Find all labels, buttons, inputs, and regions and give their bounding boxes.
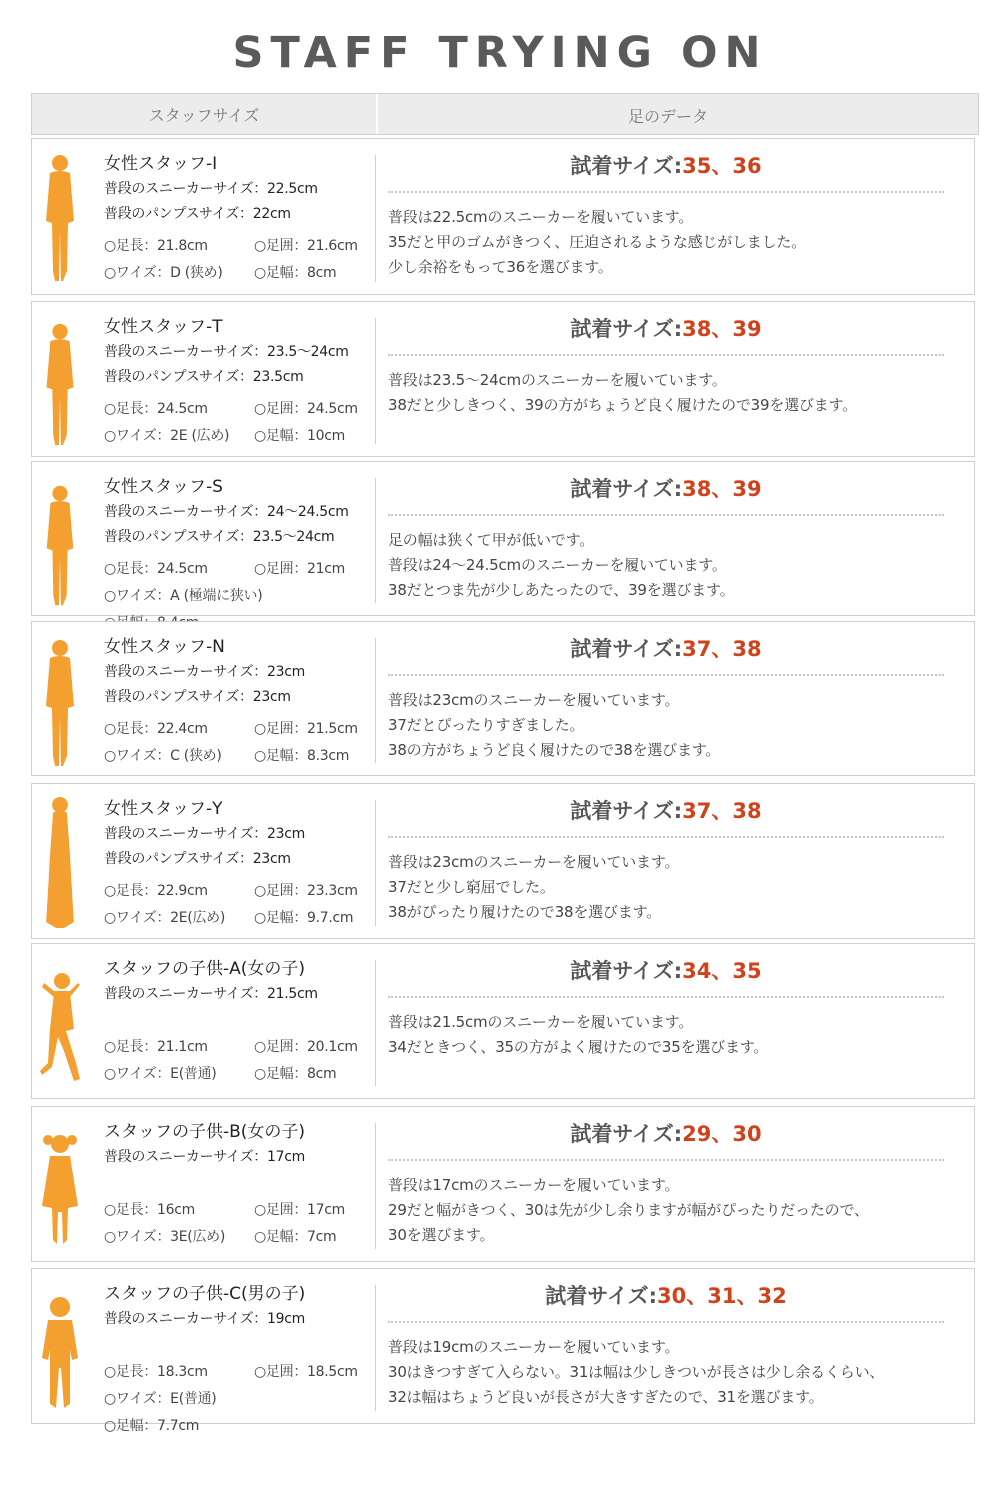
fitting-size-label: 試着サイズ:: [570, 959, 683, 983]
staff-card: [31, 461, 975, 616]
measurement-row: [104, 1386, 379, 1413]
staff-info: [104, 632, 379, 770]
usual-size: 普段のパンプスサイズ：22cm: [104, 206, 291, 222]
measurement-row: [104, 1197, 379, 1224]
staff-info: [104, 472, 379, 637]
staff-card: [31, 1268, 975, 1434]
staff-info: [104, 794, 379, 932]
foot-data: [388, 794, 944, 925]
comment-line: 足の幅は狭くて甲が低いです。: [388, 531, 595, 549]
foot-data: [388, 149, 944, 280]
fitting-size: [388, 1279, 944, 1313]
staff-info: [104, 312, 379, 450]
column-divider: [375, 318, 376, 444]
measurement-row: [104, 423, 379, 450]
measurement: ○足囲：20.1cm: [254, 1039, 358, 1055]
fitting-size-label: 試着サイズ:: [570, 477, 683, 501]
little-girl-silhouette-icon: [40, 1127, 80, 1249]
measurement: ○足長：22.9cm: [104, 883, 208, 899]
measurement: ○ワイズ：2E(広め): [104, 910, 226, 926]
measurement: ○足長：16cm: [104, 1202, 195, 1218]
woman-silhouette-icon: [40, 320, 80, 450]
dotted-divider: [388, 191, 944, 193]
measurement-row: [104, 716, 379, 743]
comment-line: 38だとつま先が少しあたったので、39を選びます。: [388, 581, 735, 599]
comment-line: 38だと少しきつく、39の方がちょうど良く履けたので39を選びます。: [388, 396, 857, 414]
woman-silhouette-icon: [40, 482, 80, 610]
fitting-size: [388, 312, 944, 346]
foot-data: [388, 1279, 944, 1410]
staff-info: [104, 1117, 379, 1251]
foot-data: [388, 632, 944, 763]
measurement: ○足長：18.3cm: [104, 1364, 208, 1380]
comment-line: 35だと甲のゴムがきつく、圧迫されるような感じがしました。: [388, 233, 806, 251]
staff-card: [31, 138, 975, 295]
usual-size: 普段のパンプスサイズ：23.5cm: [104, 369, 304, 385]
measurement: ○足幅：8cm: [254, 265, 337, 281]
foot-data: [388, 472, 944, 603]
dotted-divider: [388, 354, 944, 356]
column-divider: [375, 478, 376, 603]
boy-silhouette-icon: [40, 1291, 80, 1413]
header-foot-data: 足のデータ: [627, 107, 708, 126]
staff-name: 女性スタッフ-N: [104, 637, 225, 657]
usual-size: 普段のスニーカーサイズ：22.5cm: [104, 181, 318, 197]
measurement-row: [104, 233, 379, 260]
measurement: ○足幅：10cm: [254, 428, 345, 444]
comment-line: 37だと少し窮屈でした。: [388, 878, 555, 896]
comment-line: 普段は23cmのスニーカーを履いています。: [388, 691, 680, 709]
usual-size: 普段のスニーカーサイズ：24～24.5cm: [104, 504, 349, 520]
fitting-size-label: 試着サイズ:: [570, 799, 683, 823]
measurement: ○足長：21.8cm: [104, 238, 208, 254]
staff-card: [31, 943, 975, 1099]
fitting-size-label: 試着サイズ:: [545, 1284, 658, 1308]
staff-name: 女性スタッフ-Y: [104, 799, 223, 819]
measurement: ○足長：22.4cm: [104, 721, 208, 737]
measurement: ○足幅：7cm: [254, 1229, 337, 1245]
usual-size: 普段のパンプスサイズ：23cm: [104, 689, 291, 705]
staff-card: [31, 1106, 975, 1262]
usual-size: 普段のスニーカーサイズ：23cm: [104, 664, 305, 680]
dotted-divider: [388, 514, 944, 516]
measurement-row: [104, 583, 379, 610]
comment-line: 32は幅はちょうど良いが長さが大きすぎたので、31を選びます。: [388, 1388, 824, 1406]
dotted-divider: [388, 836, 944, 838]
measurement-row: [104, 878, 379, 905]
fitting-size: [388, 1117, 944, 1151]
column-divider: [375, 960, 376, 1086]
dotted-divider: [388, 996, 944, 998]
comment-line: 38がぴったり履けたので38を選びます。: [388, 903, 661, 921]
staff-info: [104, 1279, 379, 1440]
staff-name: スタッフの子供-B(女の子): [104, 1122, 306, 1142]
measurement-row: [104, 396, 379, 423]
measurement-row: [104, 1413, 379, 1440]
measurement: ○足囲：17cm: [254, 1202, 345, 1218]
fitting-size-value: 37、38: [682, 799, 762, 823]
measurement: ○足囲：24.5cm: [254, 401, 358, 417]
staff-card: [31, 783, 975, 939]
comment-line: 34だときつく、35の方がよく履けたので35を選びます。: [388, 1038, 769, 1056]
measurement-row: [104, 1034, 379, 1061]
column-divider: [375, 1123, 376, 1249]
column-divider: [375, 638, 376, 763]
fitting-size: [388, 794, 944, 828]
measurement: ○足幅：8.3cm: [254, 748, 350, 764]
foot-data: [388, 954, 944, 1060]
fitting-size-value: 30、31、32: [657, 1284, 787, 1308]
woman-silhouette-icon: [40, 151, 80, 286]
dotted-divider: [388, 1321, 944, 1323]
foot-data: [388, 312, 944, 418]
column-divider: [375, 155, 376, 282]
fitting-size-value: 38、39: [682, 317, 762, 341]
fitting-size: [388, 472, 944, 506]
staff-name: 女性スタッフ-S: [104, 477, 223, 497]
staff-card: [31, 621, 975, 776]
table-header: [31, 93, 979, 135]
measurement-row: [104, 743, 379, 770]
column-divider: [375, 1285, 376, 1411]
fitting-size-value: 34、35: [682, 959, 762, 983]
measurement: ○足囲：21cm: [254, 561, 345, 577]
fitting-size-label: 試着サイズ:: [570, 1122, 683, 1146]
measurement: ○ワイズ：3E(広め): [104, 1229, 226, 1245]
fitting-size-value: 37、38: [682, 637, 762, 661]
comment-line: 普段は23cmのスニーカーを履いています。: [388, 853, 680, 871]
measurement: ○ワイズ：C (狭め): [104, 748, 222, 764]
fitting-size-value: 38、39: [682, 477, 762, 501]
measurement: ○足囲：21.5cm: [254, 721, 358, 737]
girl-jumping-silhouette-icon: [40, 966, 80, 1086]
staff-name: スタッフの子供-A(女の子): [104, 959, 306, 979]
staff-card: [31, 301, 975, 457]
comment-line: 29だと幅がきつく、30は先が少し余りますが幅がぴったりだったので、: [388, 1201, 869, 1219]
comment-line: 38の方がちょうど良く履けたので38を選びます。: [388, 741, 721, 759]
comment-line: 普段は17cmのスニーカーを履いています。: [388, 1176, 680, 1194]
measurement: ○ワイズ：E(普通): [104, 1391, 217, 1407]
measurement: ○ワイズ：E(普通): [104, 1066, 217, 1082]
measurement: ○足長：21.1cm: [104, 1039, 208, 1055]
fitting-size: [388, 954, 944, 988]
comment-line: 少し余裕をもって36を選びます。: [388, 258, 613, 276]
woman-long-dress-silhouette-icon: [40, 794, 80, 932]
measurement: ○足囲：18.5cm: [254, 1364, 358, 1380]
measurement-row: [104, 1061, 379, 1088]
page-title: STAFF TRYING ON: [232, 28, 768, 78]
measurement-row: [104, 556, 379, 583]
usual-size: 普段のスニーカーサイズ：23.5～24cm: [104, 344, 349, 360]
measurement: ○足幅：9.7.cm: [254, 910, 354, 926]
staff-info: [104, 954, 379, 1088]
usual-size: 普段のスニーカーサイズ：17cm: [104, 1149, 305, 1165]
foot-data: [388, 1117, 944, 1248]
measurement: ○足長：24.5cm: [104, 561, 208, 577]
fitting-size-label: 試着サイズ:: [570, 637, 683, 661]
usual-size: 普段のスニーカーサイズ：23cm: [104, 826, 305, 842]
staff-info: [104, 149, 379, 287]
comment-line: 普段は22.5cmのスニーカーを履いています。: [388, 208, 694, 226]
comment-line: 普段は23.5～24cmのスニーカーを履いています。: [388, 371, 727, 389]
comment-line: 普段は21.5cmのスニーカーを履いています。: [388, 1013, 694, 1031]
measurement: ○ワイズ：A (極端に狭い): [104, 588, 263, 604]
fitting-size-value: 29、30: [682, 1122, 762, 1146]
column-divider: [375, 800, 376, 926]
fitting-size: [388, 149, 944, 183]
measurement: ○ワイズ：D (狭め): [104, 265, 223, 281]
comment-line: 37だとぴったりすぎました。: [388, 716, 585, 734]
staff-name: スタッフの子供-C(男の子): [104, 1284, 306, 1304]
measurement-row: [104, 260, 379, 287]
measurement-row: [104, 1224, 379, 1251]
fitting-size-value: 35、36: [682, 154, 762, 178]
measurement: ○足幅：7.7cm: [104, 1418, 200, 1434]
usual-size: 普段のスニーカーサイズ：19cm: [104, 1311, 305, 1327]
fitting-size: [388, 632, 944, 666]
comment-line: 30を選びます。: [388, 1226, 495, 1244]
measurement: ○足囲：21.6cm: [254, 238, 358, 254]
comment-line: 30はきつすぎて入らない。31は幅は少しきついが長さは少し余るくらい、: [388, 1363, 885, 1381]
usual-size: 普段のパンプスサイズ：23cm: [104, 851, 291, 867]
fitting-size-label: 試着サイズ:: [570, 154, 683, 178]
measurement-row: [104, 905, 379, 932]
staff-name: 女性スタッフ-I: [104, 154, 218, 174]
woman-silhouette-icon: [40, 636, 80, 771]
staff-name: 女性スタッフ-T: [104, 317, 223, 337]
comment-line: 普段は19cmのスニーカーを履いています。: [388, 1338, 680, 1356]
measurement: ○ワイズ：2E (広め): [104, 428, 230, 444]
fitting-size-label: 試着サイズ:: [570, 317, 683, 341]
comment-line: 普段は24～24.5cmのスニーカーを履いています。: [388, 556, 727, 574]
usual-size: 普段のパンプスサイズ：23.5～24cm: [104, 529, 335, 545]
header-staff-size: スタッフサイズ: [32, 94, 378, 134]
measurement: ○足長：24.5cm: [104, 401, 208, 417]
dotted-divider: [388, 674, 944, 676]
measurement: ○足囲：23.3cm: [254, 883, 358, 899]
usual-size: 普段のスニーカーサイズ：21.5cm: [104, 986, 318, 1002]
measurement-row: [104, 1359, 379, 1386]
measurement: ○足幅：8cm: [254, 1066, 337, 1082]
dotted-divider: [388, 1159, 944, 1161]
